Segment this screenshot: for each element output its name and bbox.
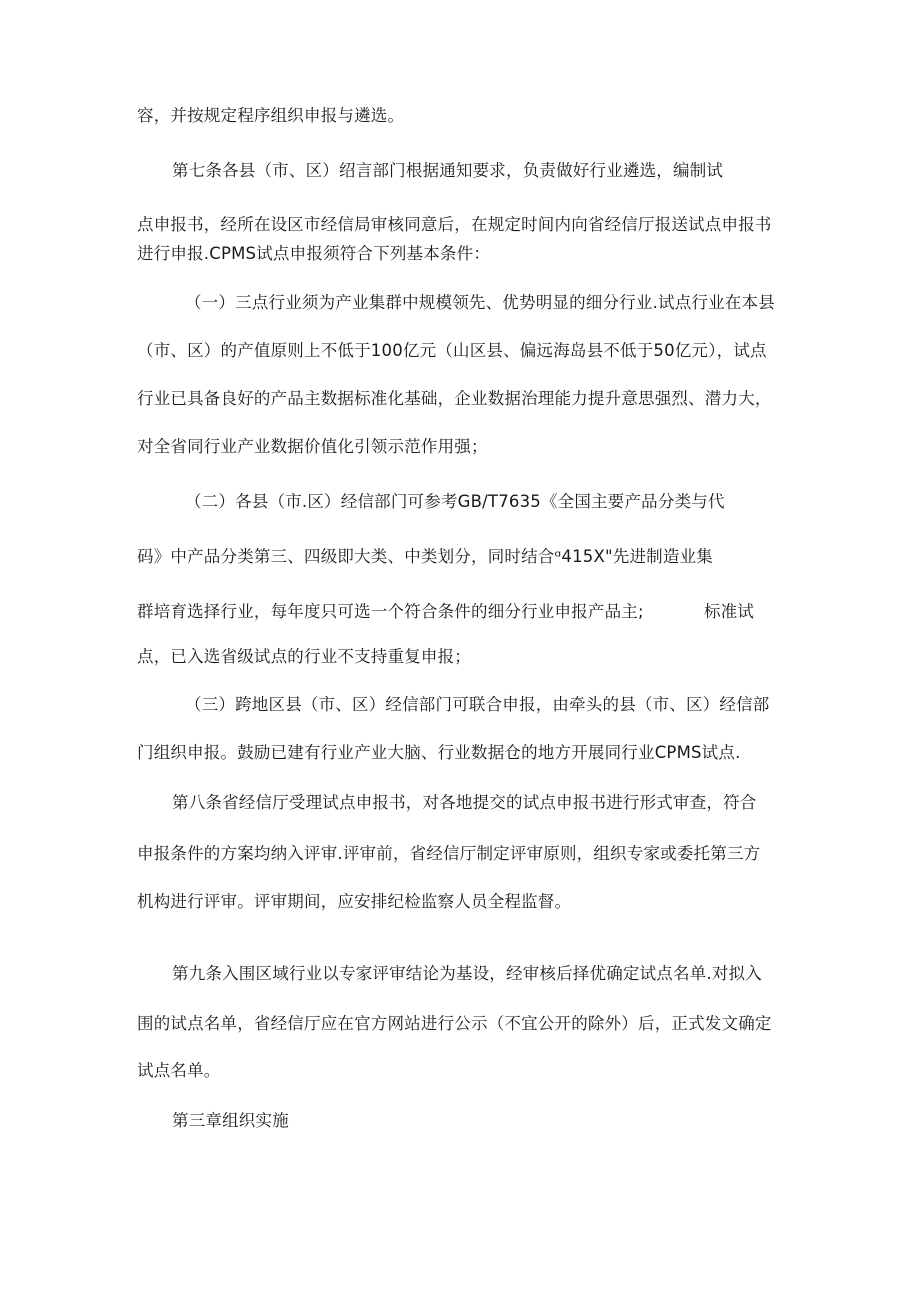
text-line: 进行申报.CPMS试点申报须符合下列基本条件：: [137, 244, 491, 263]
text-line: 群培育选择行业，每年度只可选一个符合条件的细分行业申报产品主;: [137, 602, 644, 621]
text-line: 围的试点名单，省经信厅应在官方网站进行公示（不宜公开的除外）后，正式发文确定: [137, 1014, 772, 1033]
text-line: 容，并按规定程序组织申报与遴选。: [137, 106, 405, 125]
article-8-line: 第八条省经信厅受理试点申报书，对各地提交的试点申报书进行形式审查，符合: [172, 793, 757, 812]
text-line: 点，已入选省级试点的行业不支持重复申报；: [137, 647, 471, 666]
condition-1-line: （一）三点行业须为产业集群中规模领先、优势明显的细分行业.试点行业在本县: [185, 293, 775, 312]
text-line: 对全省同行业产业数据价值化引领示范作用强；: [137, 437, 488, 456]
chapter-heading: 第三章组织实施: [172, 1111, 289, 1130]
text-line: 申报条件的方案均纳入评审.评审前，省经信厅制定评审原则，组织专家或委托第三方: [137, 844, 761, 863]
text-line: 试点名单。: [137, 1061, 221, 1080]
condition-2-line: （二）各县（市.区）经信部门可参考GB/T7635《全国主要产品分类与代: [185, 492, 725, 511]
text-line: 点申报书，经所在设区市经信局审核同意后，在规定时间内向省经信厅报送试点申报书: [137, 215, 772, 234]
text-line: （市、区）的产值原则上不低于100亿元（山区县、偏远海岛县不低于50亿元），试点: [137, 341, 767, 360]
text-line: 行业已具备良好的产品主数据标准化基础，企业数据治理能力提升意思强烈、潜力大，: [137, 389, 772, 408]
article-9-line: 第九条入围区域行业以专家评审结论为基设，经审核后择优确定试点名单.对拟入: [172, 964, 762, 983]
text-fragment: 标准试: [704, 602, 755, 621]
text-line: 码》中产品分类第三、四级即大类、中类划分，同时结合ᵅ415X"先进制造业集: [137, 547, 713, 566]
condition-3-line: （三）跨地区县（市、区）经信部门可联合申报，由牵头的县（市、区）经信部: [185, 695, 770, 714]
text-line: 门组织申报。鼓励已建有行业产业大脑、行业数据仓的地方开展同行业CPMS试点.: [137, 743, 741, 762]
text-line: 机构进行评审。评审期间，应安排纪检监察人员全程监督。: [137, 892, 572, 911]
article-7-line: 第七条各县（市、区）绍言部门根据通知要求，负责做好行业遴选，编制试: [172, 161, 724, 180]
